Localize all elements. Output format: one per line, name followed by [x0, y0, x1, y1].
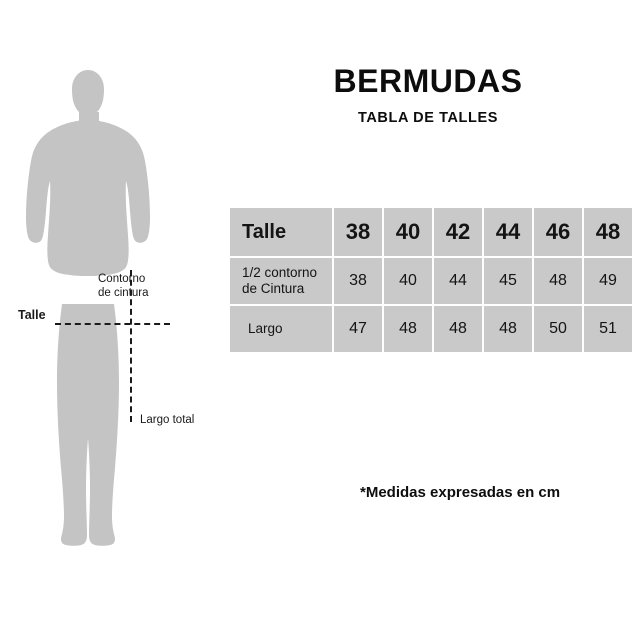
table-row-label-line2: de Cintura	[242, 281, 305, 296]
waist-annotation-line1: Contorno	[98, 273, 146, 285]
table-cell: 38	[333, 257, 383, 305]
table-header-row	[229, 207, 633, 257]
size-annotation: Talle	[18, 308, 46, 322]
table-cell: 40	[383, 257, 433, 305]
table-header-size: 48	[583, 207, 633, 257]
footnote: *Medidas expresadas en cm	[360, 484, 561, 501]
table-cell: 50	[533, 305, 583, 353]
table-header-size: 38	[333, 207, 383, 257]
content-column	[228, 0, 640, 640]
table-row	[229, 257, 633, 305]
table-header-size: 44	[483, 207, 533, 257]
table-cell: 47	[333, 305, 383, 353]
table-header-row-label: Talle	[229, 207, 333, 257]
table-header-size: 40	[383, 207, 433, 257]
table-row	[229, 305, 633, 353]
table-cell: 48	[433, 305, 483, 353]
table-cell: 48	[533, 257, 583, 305]
waist-annotation	[98, 272, 149, 301]
size-table-wrapper	[228, 206, 632, 354]
size-table	[228, 206, 634, 354]
page-subtitle: TABLA DE TALLES	[357, 110, 499, 126]
table-header-size: 46	[533, 207, 583, 257]
table-row-label-line1: 1/2 contorno	[242, 264, 318, 280]
body-figure	[0, 40, 220, 580]
table-cell: 48	[383, 305, 433, 353]
table-row-label	[229, 257, 333, 305]
table-cell: 48	[483, 305, 533, 353]
table-cell: 44	[433, 257, 483, 305]
table-cell: 45	[483, 257, 533, 305]
length-annotation: Largo total	[140, 414, 195, 426]
table-row-label: Largo	[229, 305, 333, 353]
waist-guide-line	[55, 323, 170, 325]
table-cell: 51	[583, 305, 633, 353]
table-header-size: 42	[433, 207, 483, 257]
table-cell: 49	[583, 257, 633, 305]
page-title: BERMUDAS	[333, 63, 523, 99]
waist-annotation-line2: de cintura	[98, 287, 149, 300]
